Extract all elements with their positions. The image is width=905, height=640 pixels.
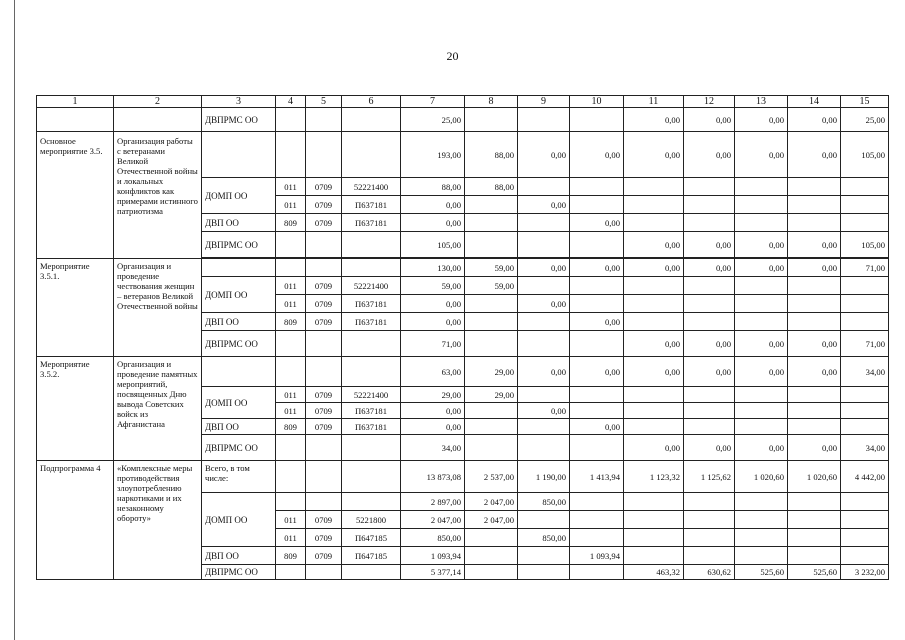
event-name: Организация и проведение памятных мероприятий, посвященных Дню вывода Советских войск из Афганистана [114,357,202,461]
column-header: 15 [841,96,889,108]
table-row: 011 0709 П637181 0,00 0,00 [37,403,889,419]
event-name: «Комплексные меры противодействия злоупотреблению наркотиками и их незаконному обороту» [114,461,202,580]
table-row: ДВП ОО 809 0709 П637181 0,00 0,00 [37,419,889,435]
value-cell: 0,00 [624,108,684,132]
event-name: Организация работы с ветеранами Великой Отечественной войны и локальных конфликтов как примерами истинного патриотизма [114,132,202,259]
value-cell: 25,00 [401,108,465,132]
column-header: 1 [37,96,114,108]
continuation-row [37,108,889,132]
table-row: ДОМП ОО 2 897,00 2 047,00 850,00 [37,493,889,511]
event-name: Организация и проведение чествования женщин – ветеранов Великой Отечественной войны [114,259,202,357]
table-row: Подпрограмма 4 «Комплексные меры противодействия злоупотреблению наркотиками и их незаконному обороту» Всего, в том числе: 13 873,08 2 537,00 1 190,00 1 413,94 1 123,32 1 125,62 1 020,60 1 020,60 4 442,00 [37,461,889,493]
column-header: 5 [306,96,342,108]
table-row: ДОМП ОО 011 0709 52221400 29,00 29,00 [37,387,889,403]
org-cell: ДВП ОО [202,313,276,331]
org-cell: ДОМП ОО [202,178,276,214]
org-cell: ДВПРМС ОО [202,108,276,132]
org-cell: ДВП ОО [202,214,276,232]
column-header: 2 [114,96,202,108]
value-cell: 0,00 [518,132,570,178]
table-row: ДВПРМС ОО 71,00 0,00 0,00 0,00 0,00 71,00 [37,331,889,357]
column-header: 14 [788,96,841,108]
table-row [37,132,889,178]
org-cell: ДВПРМС ОО [202,435,276,461]
value-cell: 0,00 [624,132,684,178]
column-header: 6 [342,96,401,108]
event-code: Подпрограмма 4 [37,461,114,580]
page-edge-line [14,0,15,640]
org-cell: ДОМП ОО [202,277,276,313]
column-header: 11 [624,96,684,108]
org-cell: Всего, в том числе: [202,461,276,493]
table-row: ДОМП ОО 011 0709 52221400 88,00 88,00 [37,178,889,196]
org-cell: ДВП ОО [202,547,276,565]
column-header: 13 [735,96,788,108]
org-cell: ДВПРМС ОО [202,232,276,258]
table-row: ДОМП ОО 011 0709 52221400 59,00 59,00 [37,277,889,295]
org-cell: ДВПРМС ОО [202,331,276,357]
budget-table [36,95,889,580]
event-code: Мероприятие 3.5.2. [37,357,114,461]
value-cell: 0,00 [684,108,735,132]
table-row: ДВП ОО 809 0709 П647185 1 093,94 1 093,94 [37,547,889,565]
table-row: Мероприятие 3.5.2. Организация и проведение памятных мероприятий, посвященных Дню вывода Советских войск из Афганистана 63,00 29,00 0,00 0,00 0,00 0,00 0,00 0,00 34,00 [37,357,889,387]
value-cell: 193,00 [401,132,465,178]
org-cell: ДВПРМС ОО [202,565,276,580]
table-row: ДВПРМС ОО 5 377,14 463,32 630,62 525,60 525,60 3 232,00 [37,565,889,580]
value-cell: 0,00 [788,132,841,178]
column-header: 10 [570,96,624,108]
table-row: ДВПРМС ОО 34,00 0,00 0,00 0,00 0,00 34,00 [37,435,889,461]
value-cell: 88,00 [465,132,518,178]
column-header: 4 [276,96,306,108]
value-cell: 0,00 [735,108,788,132]
table-row: 011 0709 П637181 0,00 0,00 [37,196,889,214]
value-cell: 25,00 [841,108,889,132]
column-header: 3 [202,96,276,108]
table-row: Мероприятие 3.5.1. Организация и проведение чествования женщин – ветеранов Великой Отечественной войны 130,00 59,00 0,00 0,00 0,00 0,00 0,00 0,00 71,00 [37,259,889,277]
value-cell: 0,00 [684,132,735,178]
value-cell: 0,00 [570,132,624,178]
org-cell: ДОМП ОО [202,493,276,547]
column-header: 7 [401,96,465,108]
column-header-row [37,96,889,108]
column-header: 9 [518,96,570,108]
value-cell: 0,00 [735,132,788,178]
table-row: 011 0709 П637181 0,00 0,00 [37,295,889,313]
org-cell: ДОМП ОО [202,387,276,419]
value-cell: 105,00 [841,132,889,178]
value-cell: 0,00 [788,108,841,132]
table-row: 011 0709 5221800 2 047,00 2 047,00 [37,511,889,529]
event-code: Мероприятие 3.5.1. [37,259,114,357]
table-row: ДВПРМС ОО 105,00 0,00 0,00 0,00 0,00 105,00 [37,232,889,258]
table-row: ДВП ОО 809 0709 П637181 0,00 0,00 [37,313,889,331]
column-header: 8 [465,96,518,108]
org-cell: ДВП ОО [202,419,276,435]
column-header: 12 [684,96,735,108]
table-row: ДВП ОО 809 0709 П637181 0,00 0,00 [37,214,889,232]
event-code: Основное мероприятие 3.5. [37,132,114,259]
table-row: 011 0709 П647185 850,00 850,00 [37,529,889,547]
page-number: 20 [446,49,459,63]
